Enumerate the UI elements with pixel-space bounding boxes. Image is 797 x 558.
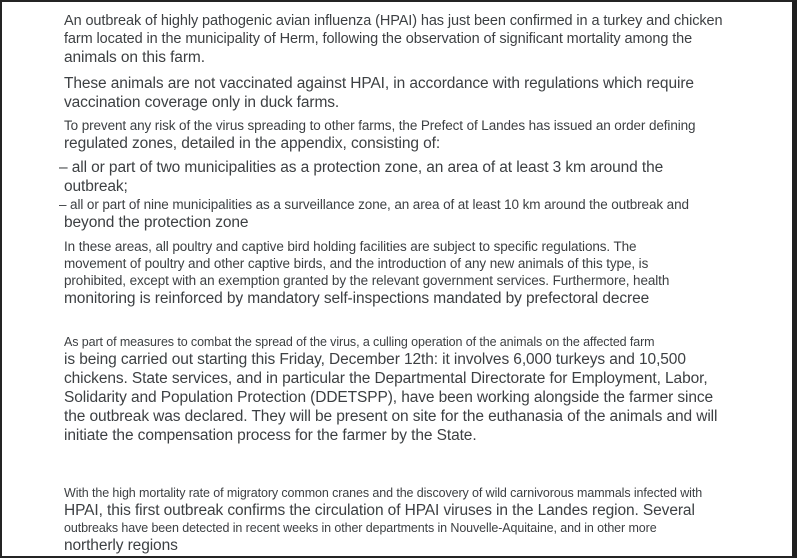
text-line: outbreaks have been detected in recent weeks in other departments in Nouvelle-Aquitaine, and in other more bbox=[64, 521, 657, 535]
text-line: movement of poultry and other captive birds, and the introduction of any new animals of this type, is bbox=[64, 256, 649, 271]
text-line: outbreak; bbox=[64, 178, 128, 195]
paragraph-regional-situation bbox=[64, 485, 784, 555]
text-line: prohibited, except with an exemption granted by the relevant government services. Furthermore, health bbox=[64, 273, 670, 288]
text-line: beyond the protection zone bbox=[64, 214, 249, 231]
text-line: monitoring is reinforced by mandatory self-inspections mandated by prefectoral decree bbox=[64, 290, 650, 307]
translated-document-text bbox=[2, 2, 792, 556]
text-line: To prevent any risk of the virus spreading to other farms, the Prefect of Landes has issued an order defining bbox=[64, 118, 696, 133]
paragraph-outbreak-confirmed bbox=[64, 12, 784, 67]
text-line: Solidarity and Population Protection (DDETSPP), have been working alongside the farmer since bbox=[64, 389, 714, 406]
text-line: As part of measures to combat the spread of the virus, a culling operation of the animals on the affected farm bbox=[64, 335, 655, 349]
paragraph-regulations bbox=[64, 238, 784, 308]
paragraph-prefect-order bbox=[64, 117, 784, 153]
text-line: An outbreak of highly pathogenic avian influenza (HPAI) has just been confirmed in a turkey and chicken bbox=[64, 13, 723, 29]
text-line: In these areas, all poultry and captive bird holding facilities are subject to specific regulations. The bbox=[64, 239, 637, 254]
paragraph-vaccination bbox=[64, 74, 784, 112]
text-line: With the high mortality rate of migratory common cranes and the discovery of wild carnivorous mammals infected with bbox=[64, 486, 703, 500]
text-line: HPAI, this first outbreak confirms the circulation of HPAI viruses in the Landes region. Several bbox=[64, 502, 695, 519]
text-line: chickens. State services, and in particular the Departmental Directorate for Employment, Labor, bbox=[64, 370, 708, 387]
list-item-surveillance-zone: – all or part of nine municipalities as a surveillance zone, an area of at least 10 km around the outbreak and bbox=[59, 197, 689, 212]
text-line: the outbreak was declared. They will be present on site for the euthanasia of the animals and will bbox=[64, 408, 718, 425]
text-line: initiate the compensation process for the farmer by the State. bbox=[64, 427, 477, 444]
text-line: is being carried out starting this Friday, December 12th: it involves 6,000 turkeys and 10,500 bbox=[64, 351, 686, 368]
paragraph-zones-list bbox=[59, 158, 784, 232]
paragraph-culling-operation bbox=[64, 334, 784, 445]
text-line: northerly regions bbox=[64, 537, 178, 554]
text-line: animals on this farm. bbox=[64, 49, 205, 66]
text-line: farm located in the municipality of Herm, following the observation of significant mortality among the bbox=[64, 31, 693, 47]
list-item-protection-zone: – all or part of two municipalities as a protection zone, an area of at least 3 km around the bbox=[59, 159, 664, 176]
text-line: regulated zones, detailed in the appendix, consisting of: bbox=[64, 135, 441, 152]
text-line: vaccination coverage only in duck farms. bbox=[64, 94, 340, 111]
text-line: These animals are not vaccinated against HPAI, in accordance with regulations which require bbox=[64, 75, 694, 92]
